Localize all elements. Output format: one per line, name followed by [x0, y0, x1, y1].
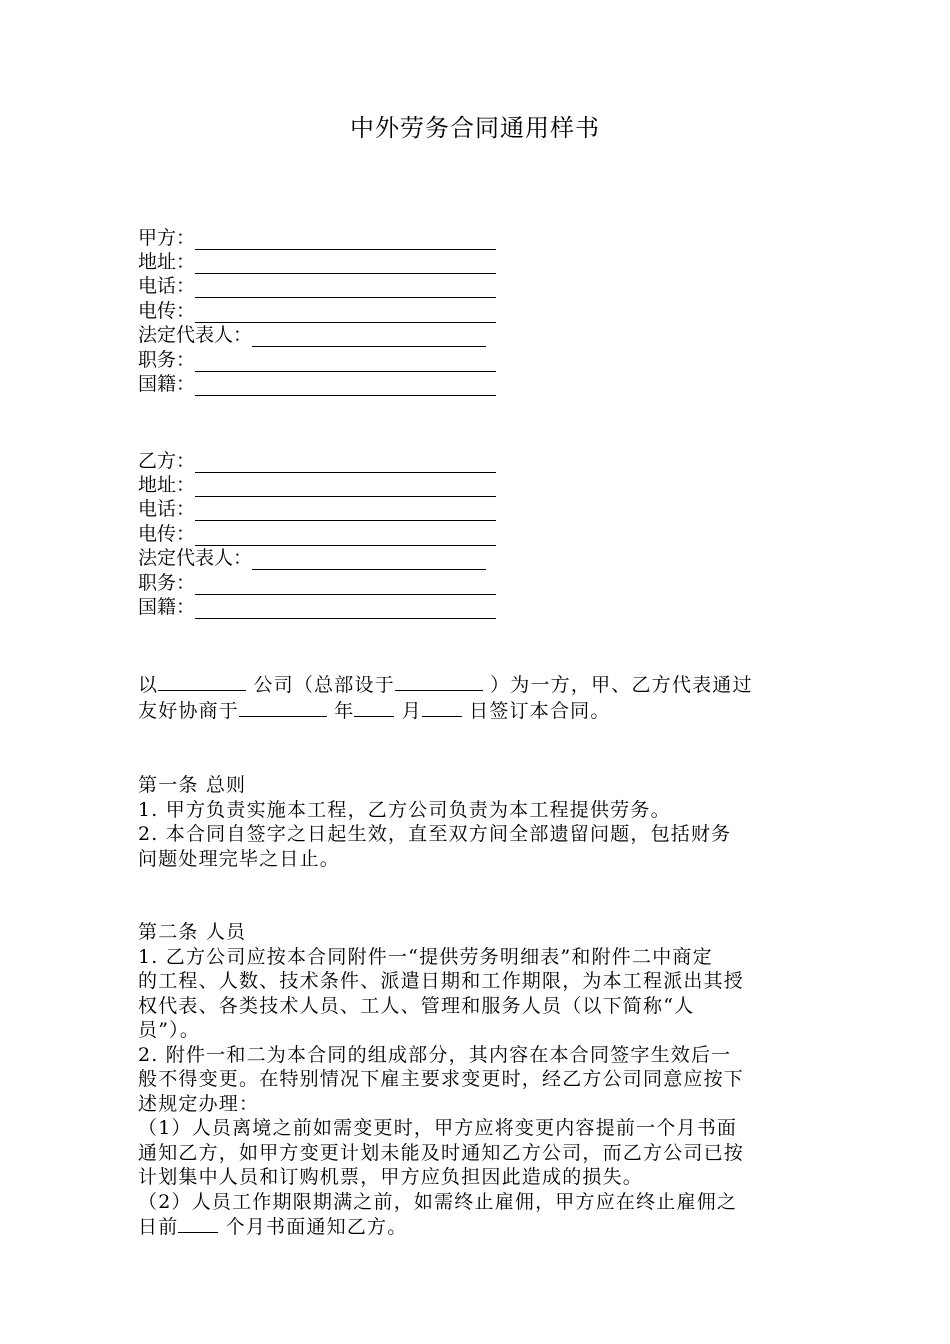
party-a-telex-field	[138, 299, 496, 323]
article-line: 通知乙方，如甲方变更计划未能及时通知乙方公司，而乙方公司已按	[138, 1141, 745, 1164]
text: ）为一方，甲、乙方代表通过	[482, 674, 753, 696]
article-line: 述规定办理：	[138, 1092, 260, 1115]
field-label: 电话：	[138, 275, 196, 297]
party-a-address-field	[138, 250, 496, 274]
party-b-name-field	[138, 449, 496, 473]
field-label: 法定代表人：	[138, 547, 253, 569]
blank-line[interactable]	[195, 454, 496, 473]
blank-line[interactable]	[195, 304, 496, 323]
article-line: 计划集中人员和订购机票，甲方应负担因此造成的损失。	[138, 1166, 644, 1188]
article-line: 1. 甲方负责实施本工程，乙方公司负责为本工程提供劳务。	[138, 798, 671, 821]
article-heading: 第一条 总则	[138, 774, 247, 796]
blank-day[interactable]	[422, 698, 462, 717]
text: 月	[394, 699, 422, 722]
article-line: （2）人员工作期限期满之前，如需终止雇佣，甲方应在终止雇佣之	[138, 1190, 738, 1213]
party-a-phone-field	[138, 274, 496, 298]
text: 日签订本合同。	[461, 699, 611, 722]
party-b-legal-rep-field	[138, 546, 486, 570]
text: 日前	[138, 1216, 179, 1238]
intro-paragraph	[138, 672, 814, 723]
intro-line-1	[138, 672, 814, 698]
party-b-nationality-field	[138, 595, 496, 619]
party-b-address-field	[138, 473, 496, 497]
blank-line[interactable]	[252, 328, 486, 347]
blank-month[interactable]	[354, 698, 394, 717]
blank-line[interactable]	[195, 576, 496, 595]
article-line: 员”）。	[138, 1019, 201, 1041]
party-a-name-field	[138, 226, 496, 250]
article-line: 1. 乙方公司应按本合同附件一“提供劳务明细表”和附件二中商定	[138, 945, 713, 968]
article-line: 般不得变更。在特别情况下雇主要求变更时，经乙方公司同意应按下	[138, 1068, 745, 1090]
field-label: 国籍：	[138, 596, 196, 618]
field-label: 乙方：	[138, 450, 196, 472]
blank-line[interactable]	[195, 502, 496, 521]
page-title: 中外劳务合同通用样书	[350, 114, 600, 142]
field-label: 电话：	[138, 498, 196, 520]
party-a-nationality-field	[138, 372, 496, 396]
article-line: 2. 附件一和二为本合同的组成部分，其内容在本合同签字生效后一	[138, 1043, 732, 1066]
field-label: 地址：	[138, 474, 196, 496]
article-line-last	[138, 1214, 814, 1240]
field-label: 国籍：	[138, 373, 196, 395]
article-1	[138, 773, 814, 871]
blank-company[interactable]	[158, 672, 246, 691]
text: 个月书面通知乙方。	[218, 1216, 408, 1238]
article-2	[138, 920, 814, 1240]
blank-line[interactable]	[195, 377, 496, 396]
blank-headquarters[interactable]	[395, 672, 483, 691]
text: 公司（总部设于	[246, 674, 395, 696]
party-b-position-field	[138, 571, 496, 595]
field-label: 甲方：	[138, 227, 196, 249]
article-line: 的工程、人数、技术条件、派遣日期和工作期限，为本工程派出其授	[138, 970, 745, 992]
party-a-position-field	[138, 348, 496, 372]
blank-line[interactable]	[195, 527, 496, 546]
text: 年	[327, 699, 355, 722]
blank-line[interactable]	[195, 231, 496, 250]
intro-line-2	[138, 698, 814, 724]
blank-line[interactable]	[195, 255, 496, 274]
party-b-phone-field	[138, 497, 496, 521]
text: 以	[138, 674, 159, 696]
text: 友好协商于	[138, 699, 240, 722]
article-line: 2. 本合同自签字之日起生效，直至双方间全部遗留问题，包括财务	[138, 823, 732, 845]
article-line: （1）人员离境之前如需变更时，甲方应将变更内容提前一个月书面	[138, 1117, 738, 1139]
article-line: 权代表、各类技术人员、工人、管理和服务人员（以下简称“人	[138, 994, 695, 1017]
blank-months[interactable]	[178, 1214, 218, 1233]
party-a-legal-rep-field	[138, 323, 486, 347]
blank-line[interactable]	[195, 279, 496, 298]
field-label: 职务：	[138, 572, 196, 594]
field-label: 电传：	[138, 300, 196, 322]
blank-line[interactable]	[252, 551, 486, 570]
article-heading: 第二条 人员	[138, 921, 247, 943]
field-label: 电传：	[138, 523, 196, 545]
field-label: 法定代表人：	[138, 324, 253, 346]
blank-line[interactable]	[195, 600, 496, 619]
blank-year[interactable]	[239, 698, 327, 717]
field-label: 地址：	[138, 251, 196, 273]
blank-line[interactable]	[195, 353, 496, 372]
party-b-telex-field	[138, 522, 496, 546]
field-label: 职务：	[138, 349, 196, 371]
article-line: 问题处理完毕之日止。	[138, 847, 341, 870]
blank-line[interactable]	[195, 478, 496, 497]
